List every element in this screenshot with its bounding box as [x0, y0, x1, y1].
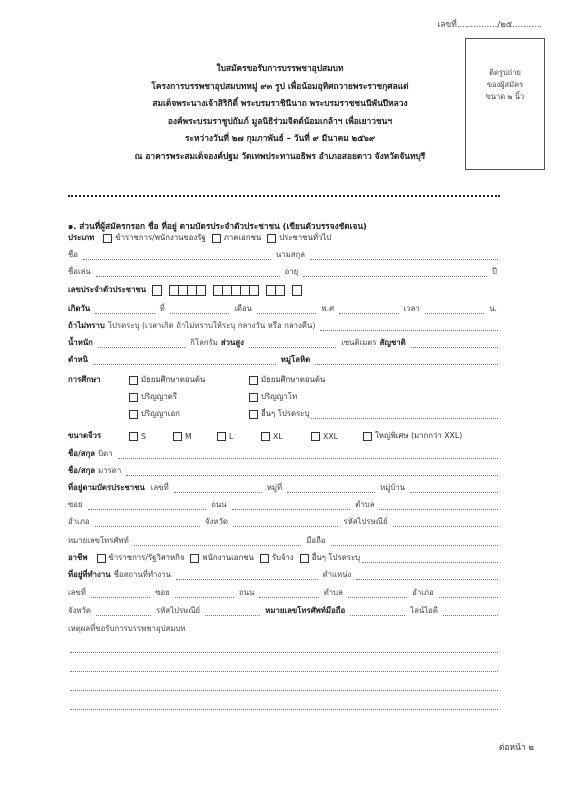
occupation-other-field[interactable]	[362, 553, 498, 563]
education-row: ปริญญาเอก อื่นๆ โปรดระบุ	[68, 406, 500, 422]
name-row: ชื่อ นามสกุล	[68, 247, 500, 263]
address-row: ที่อยู่ตามบัตรประชาชน เลขที่ หมู่ที่ หมู่บ้าน	[68, 480, 500, 496]
nationality-field[interactable]	[411, 338, 498, 348]
house-no-field[interactable]	[174, 483, 262, 493]
height-field[interactable]	[249, 338, 336, 348]
checkbox[interactable]	[173, 432, 182, 441]
id-digit-group[interactable]	[214, 285, 259, 296]
id-number-row: เลขประจำตัวประชาชน	[68, 282, 500, 298]
checkbox[interactable]	[300, 554, 309, 563]
soi-field[interactable]	[88, 500, 207, 510]
header-line: องค์พระบรมราชูปถัมภ์ มูลนิธิร่วมจิตต์น้อมเกล้าฯ เพื่อเยาวชนฯ	[167, 115, 393, 126]
birth-day-field[interactable]	[170, 304, 229, 314]
photo-box-text: ติดรูปถ่าย ของผู้สมัคร ขนาด ๒ นิ้ว	[485, 68, 525, 101]
robe-size-row: ขนาดจีวร S M L XL XXL ใหญ่พิเศษ (มากกว่า XXL)	[68, 431, 463, 441]
work-tambon-field[interactable]	[348, 588, 407, 598]
father-row: ชื่อ/สกุล บิดา	[68, 446, 500, 462]
birth-row: เกิดวัน ที่ เดือน พ.ศ เวลา น.	[68, 304, 497, 313]
mark-row: ตำหนิ หมู่โลหิต	[68, 352, 500, 368]
age-field[interactable]	[303, 267, 487, 277]
checkbox[interactable]	[249, 410, 258, 419]
reason-field[interactable]	[70, 681, 498, 691]
reason-field[interactable]	[70, 700, 498, 710]
header-line: โครงการบรรพชาอุปสมบทหมู่ ๙๓ รูป เพื่อน้อมอุทิศถวายพระราชกุศลแด่	[151, 80, 409, 91]
type-row: ประเภท ข้าราชการ/พนักงานของรัฐ ภาคเอกชน ประชาชนทั่วไป	[68, 233, 332, 242]
form-title: ใบสมัครขอรับการบรรพชาอุปสมบท	[216, 63, 344, 73]
birth-weekday-field[interactable]	[95, 304, 154, 314]
work-soi-field[interactable]	[175, 588, 234, 598]
work-no-field[interactable]	[91, 588, 150, 598]
blood-group-field[interactable]	[315, 355, 498, 365]
checkbox[interactable]	[311, 432, 320, 441]
weight-row: น้ำหนัก กิโลกรัม ส่วนสูง เซนติเมตร สัญชาติ	[68, 335, 500, 351]
phone-row: หมายเลขโทรศัพท์ มือถือ	[68, 533, 500, 549]
last-name-field[interactable]	[310, 250, 498, 260]
weight-field[interactable]	[98, 338, 185, 348]
checkbox[interactable]	[129, 432, 138, 441]
id-digit-group[interactable]	[170, 285, 206, 296]
workplace-address-row: เลขที่ ซอย ถนน ตำบล อำเภอ	[68, 585, 500, 601]
checkbox[interactable]	[249, 376, 258, 385]
position-field[interactable]	[356, 570, 498, 580]
reason-line	[68, 640, 500, 656]
birth-month-field[interactable]	[257, 304, 316, 314]
zip-field[interactable]	[393, 517, 498, 527]
address-row: อำเภอ จังหวัด รหัสไปรษณีย์	[68, 514, 500, 530]
first-name-field[interactable]	[83, 250, 271, 260]
moo-field[interactable]	[287, 483, 375, 493]
header-line: ระหว่างวันที่ ๒๗ กุมภาพันธ์ – วันที่ ๙ มีนาคม ๒๕๖๙	[184, 133, 375, 143]
checkbox[interactable]	[261, 432, 270, 441]
dotted-separator	[68, 195, 500, 197]
form-header	[120, 60, 440, 165]
line-id-field[interactable]	[443, 606, 498, 616]
id-digit-group[interactable]	[153, 285, 162, 296]
checkbox[interactable]	[97, 554, 106, 563]
checkbox[interactable]	[103, 234, 112, 243]
workplace-row: ที่อยู่ที่ทำงาน ชื่อสถานที่ทำงาน ตำแหน่ง	[68, 567, 500, 583]
reason-field[interactable]	[70, 643, 498, 653]
reason-line	[68, 659, 500, 675]
education-row: การศึกษา มัธยมศึกษาตอนต้น มัธยมศึกษาตอนต้น	[68, 375, 326, 384]
mobile-field[interactable]	[331, 536, 499, 546]
reason-line	[68, 678, 500, 694]
checkbox[interactable]	[129, 410, 138, 419]
father-name-field[interactable]	[118, 449, 499, 459]
work-zip-field[interactable]	[205, 606, 260, 616]
header-line: สมเด็จพระนางเจ้าสิริกิติ์ พระบรมราชินีนาถ พระบรมราชชนนีพันปีหลวง	[152, 98, 408, 108]
birth-time-field[interactable]	[425, 304, 484, 314]
checkbox[interactable]	[190, 554, 199, 563]
nickname-field[interactable]	[96, 267, 280, 277]
checkbox[interactable]	[363, 432, 372, 441]
mother-name-field[interactable]	[126, 466, 498, 476]
workplace-name-field[interactable]	[176, 570, 318, 580]
checkbox[interactable]	[129, 376, 138, 385]
checkbox[interactable]	[267, 234, 276, 243]
reason-label-row	[68, 621, 500, 637]
checkbox[interactable]	[260, 554, 269, 563]
birth-year-field[interactable]	[339, 304, 398, 314]
checkbox[interactable]	[212, 234, 221, 243]
work-amphoe-field[interactable]	[439, 588, 498, 598]
checkbox[interactable]	[249, 393, 258, 402]
birth-period-field[interactable]	[320, 321, 498, 331]
document-number: เลขที่.............../๒๕...........	[437, 20, 542, 30]
occupation-row: อาชีพ ข้าราชการ/รัฐวิสาหกิจ พนักงานเอกชน รับจ้าง อื่นๆ โปรดระบุ	[68, 550, 500, 566]
photo-box	[465, 38, 545, 170]
section-title: ๑. ส่วนที่ผู้สมัครกรอก ชื่อ ที่อยู่ ตามบัตรประจำตัวประชาชน (เขียนตัวบรรจงชัดเจน)	[68, 221, 367, 231]
reason-line	[68, 697, 500, 713]
education-row: ปริญญาตรี ปริญญาโท	[68, 389, 500, 405]
next-page-note: ต่อหน้า ๒	[498, 743, 534, 753]
work-road-field[interactable]	[259, 588, 318, 598]
education-other-field[interactable]	[311, 409, 498, 419]
checkbox[interactable]	[129, 393, 138, 402]
mark-field[interactable]	[93, 355, 276, 365]
id-digit-group[interactable]	[293, 285, 302, 296]
reason-label: เหตุผลที่ขอรับการบรรพชาอุปสมบท	[68, 624, 186, 633]
unknown-time-row: ถ้าไม่ทราบ โปรดระบุ (เวลาเกิด ถ้าไม่ทราบให้ระบุ กลางวัน หรือ กลางคืน)	[68, 318, 500, 334]
header-line: ณ อาคารพระสมเด็จองค์ปฐม วัดเทพประทานอธิพร อำเภอสอยดาว จังหวัดจันทบุรี	[134, 150, 426, 161]
nickname-row: ชื่อเล่น อายุ ปี	[68, 267, 497, 276]
checkbox[interactable]	[217, 432, 226, 441]
mother-row: ชื่อ/สกุล มารดา	[68, 463, 500, 479]
id-digit-group[interactable]	[267, 285, 285, 296]
reason-field[interactable]	[70, 662, 498, 672]
workplace-contact-row: จังหวัด รหัสไปรษณีย์ หมายเลขโทรศัพท์มือถือ ไลน์ไอดี	[68, 603, 500, 619]
village-field[interactable]	[410, 483, 498, 493]
work-mobile-field[interactable]	[350, 606, 405, 616]
address-row: ซอย ถนน ตำบล	[68, 497, 500, 513]
work-province-field[interactable]	[96, 606, 151, 616]
road-field[interactable]	[232, 500, 351, 510]
province-field[interactable]	[233, 517, 338, 527]
amphoe-field[interactable]	[95, 517, 200, 527]
tambon-field[interactable]	[379, 500, 498, 510]
phone-field[interactable]	[134, 536, 302, 546]
